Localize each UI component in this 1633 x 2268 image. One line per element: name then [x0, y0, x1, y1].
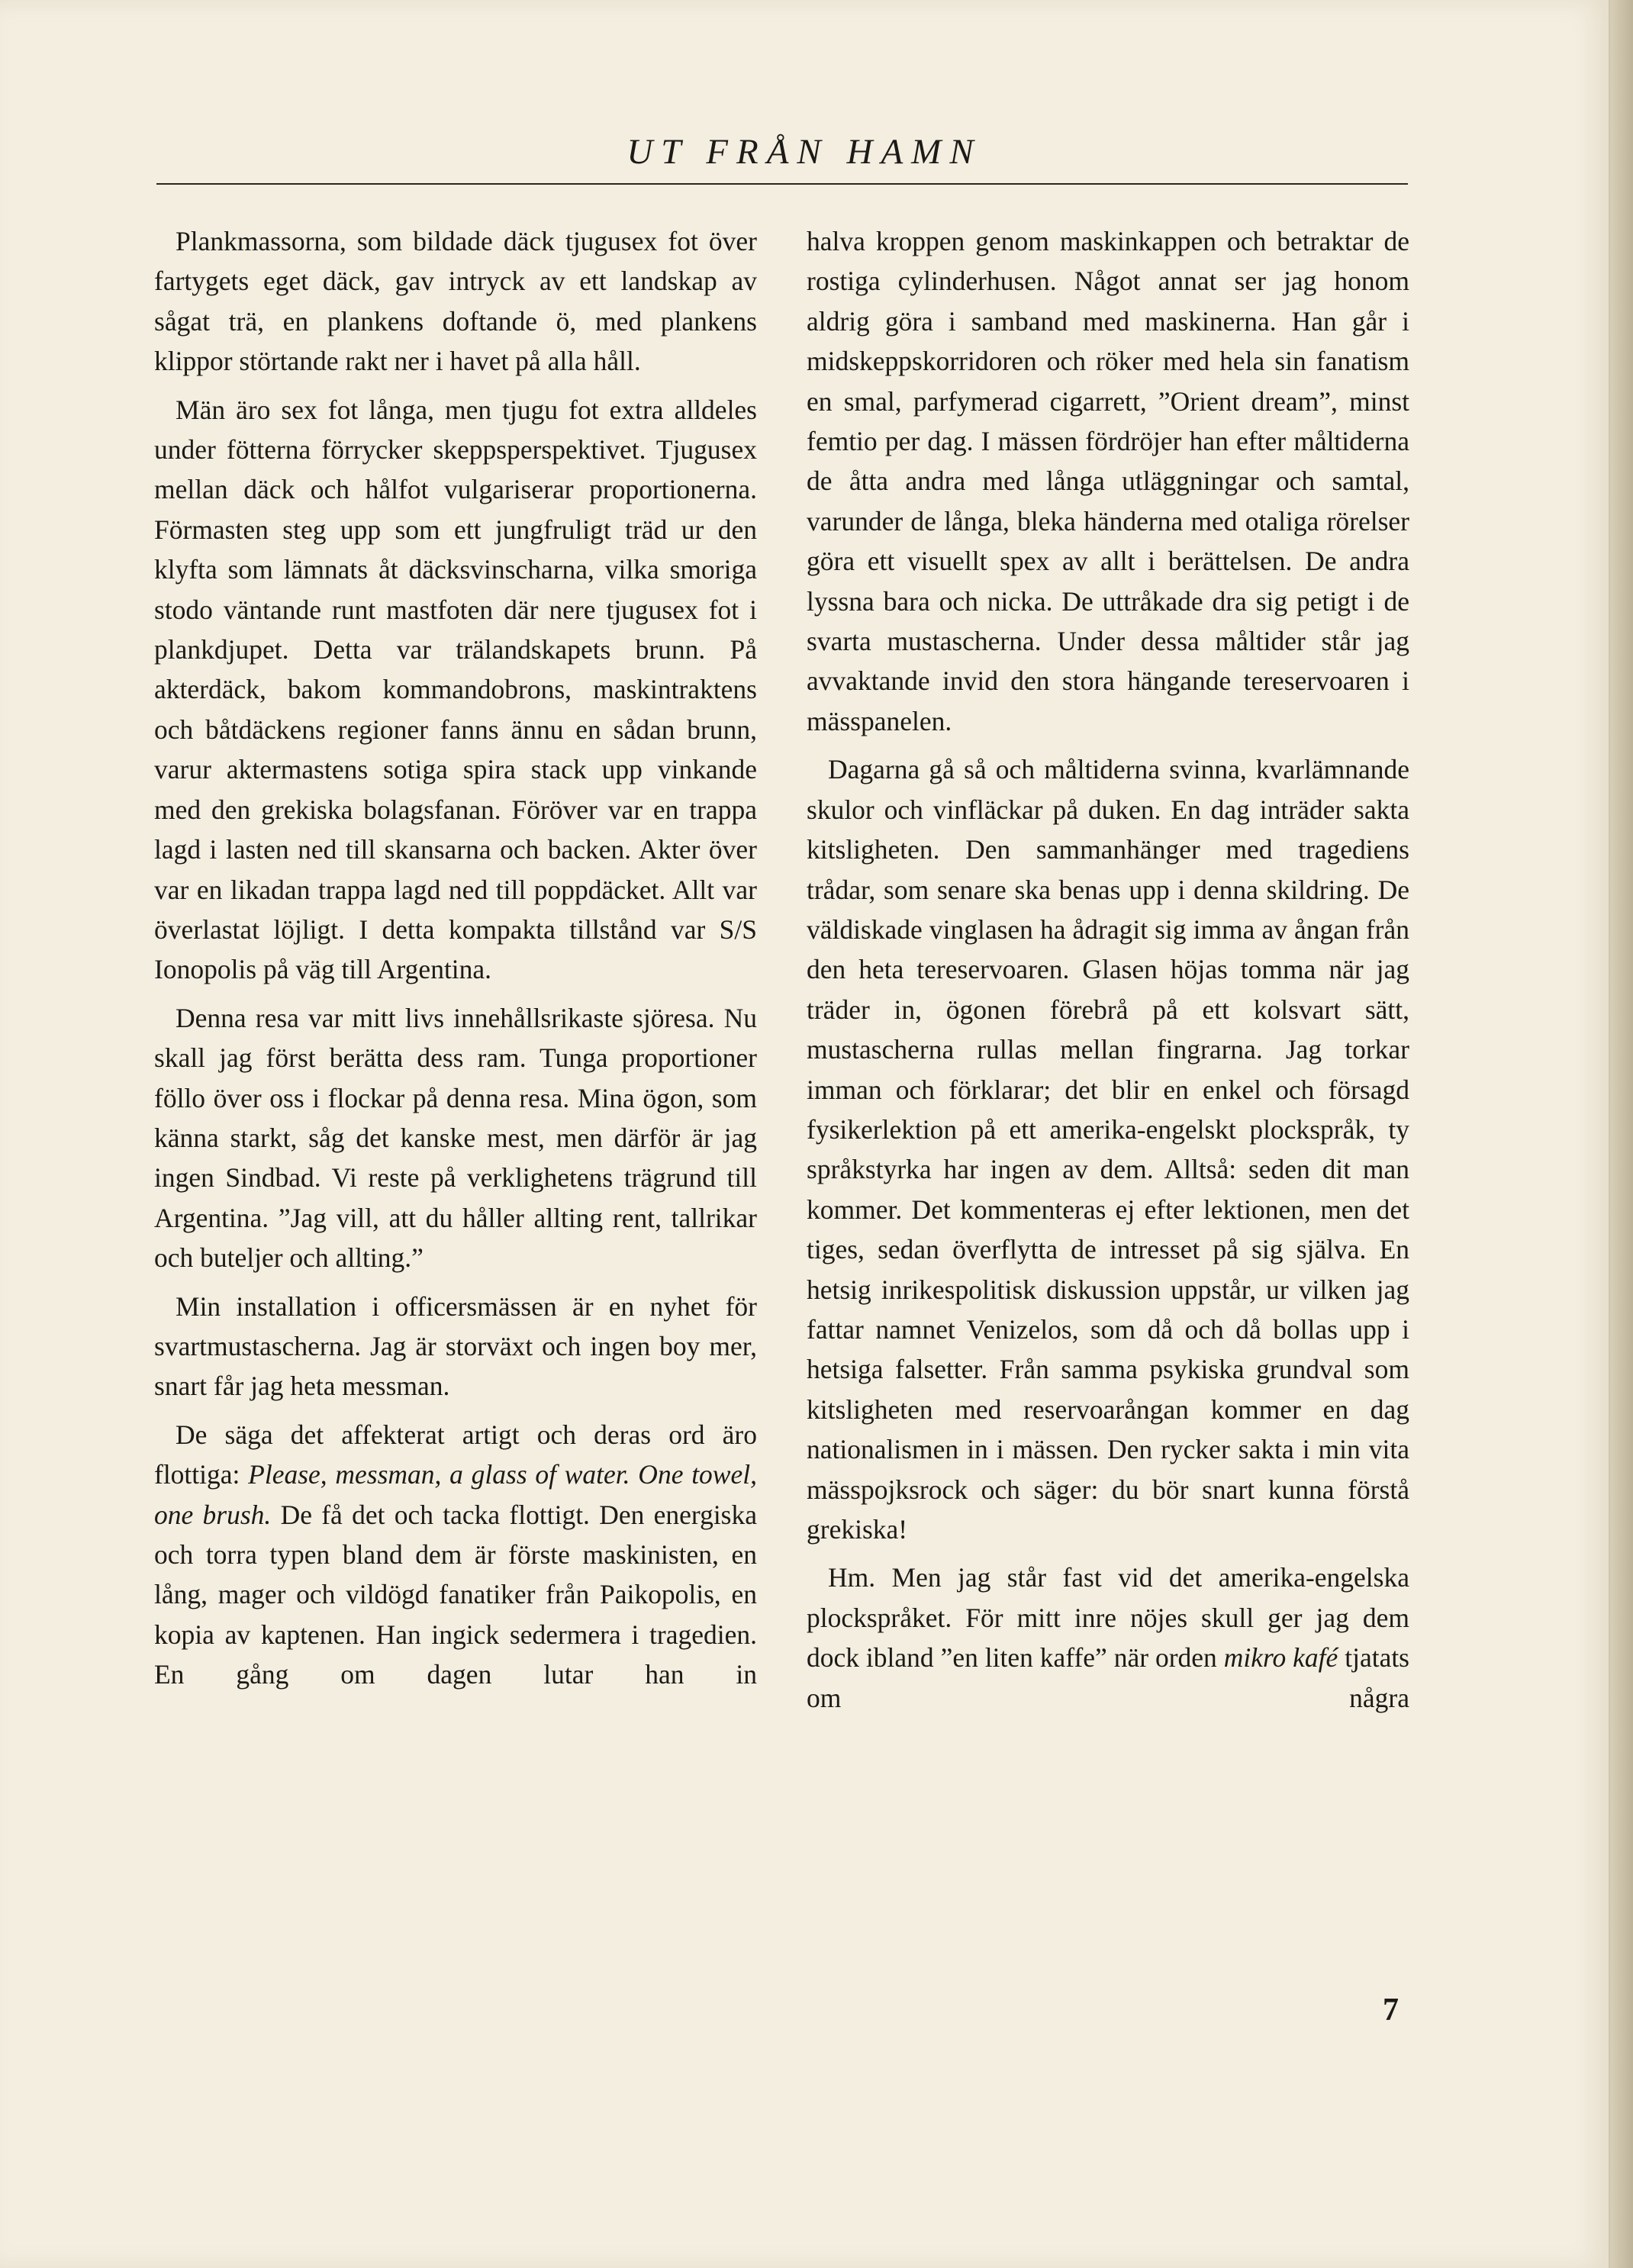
paragraph	[154, 1415, 757, 1695]
paragraph-text: De få det och tacka flottigt. Den energiska och torra typen bland dem är förste maskinisten, en lång, mager och vildögd fanatiker från Paikopolis, en kopia av kaptenen. Han ingick sedermera i tragedien. En gång om dagen lutar han in	[154, 1499, 758, 1690]
running-head: UT FRÅN HAMN	[626, 132, 982, 172]
paragraph-continued: halva kroppen genom maskinkappen och betraktar de rostiga cylinderhusen. Något annat ser jag honom aldrig göra i samband med maskinerna. Han går i midskeppskorridoren och röker med hela sin fanatism en smal, parfymerad cigarrett, ”Orient dream”, minst femtio per dag. I mässen fördröjer han efter måltiderna de åtta andra med långa utläggningar och samtal, varunder de långa, bleka händerna med otaliga rörelser göra ett visuellt spex av allt i berättelsen. De andra lyssna bara och nicka. De uttråkade dra sig petigt i de svarta mustascherna. Under dessa måltider står jag avvaktande invid den stora hängande tereservoaren i mässpanelen.	[807, 226, 1409, 736]
italic-phrase: mikro kafé	[1223, 1642, 1338, 1674]
paragraph: Dagarna gå så och måltiderna svinna, kvarlämnande skulor och vinfläckar på duken. En dag inträder sakta kitsligheten. Den sammanhänger med tragediens trådar, som senare ska benas upp i denna skildring. De väldiskade vinglasen ha ådragit sig imma av ångan från den heta tereservoaren. Glasen höjas tomma när jag träder in, ögonen förebrå på ett kolsvart sätt, mustascherna rullas mellan fingrarna. Jag torkar imman och förklarar; det blir en enkel och försagd fysikerlektion på ett amerika-engelskt plockspråk, ty språkstyrka har ingen av dem. Alltså: seden dit man kommer. Det kommenteras ej efter lektionen, men det tiges, sedan överflytta de intresset på sig själva. En hetsig inrikespolitisk diskussion uppstår, ur vilken jag fattar namnet Venizelos, som då och då bollas upp i hetsiga falsetter. Från samma psykiska grundval som kitsligheten med reservoarångan kommer en dag nationalismen in i mässen. Den rycker sakta i min vita mässpojksrock och säger: du bör snart kunna förstå grekiska!	[807, 754, 1409, 1545]
paragraph: Plankmassorna, som bildade däck tjugusex fot över fartygets eget däck, gav intryck av ett landskap av sågat trä, en plankens doftande ö, med plankens klippor störtande rakt ner i havet på alla håll.	[154, 226, 757, 377]
page-number: 7	[1383, 1993, 1399, 2028]
paragraph: Min installation i officersmässen är en nyhet för svartmustascherna. Jag är storväxt och ingen boy mer, snart får jag heta messman.	[154, 1290, 757, 1402]
paragraph-text: De säga det affekterat artigt och deras ord äro flottiga:	[154, 1419, 757, 1490]
right-column	[807, 221, 1409, 1718]
paragraph-text: Hm. Men jag står fast vid det amerika-engelska plockspråket. För mitt inre nöjes skull ger jag dem dock ibland ”en liten kaffe” när orden	[807, 1562, 1409, 1674]
italic-quote: Please, messman, a glass of water. One towel, one brush.	[154, 1459, 757, 1530]
paragraph-text: tjatats om några	[807, 1642, 1409, 1713]
header-rule	[156, 183, 1408, 185]
left-column	[154, 221, 757, 1695]
paragraph	[807, 1558, 1409, 1718]
paragraph: Denna resa var mitt livs innehållsrikaste sjöresa. Nu skall jag först berätta dess ram. Tunga proportioner föllo över oss i flockar på denna resa. Mina ögon, som känna starkt, såg det kanske mest, men därför är jag ingen Sindbad. Vi reste på verklighetens trägrund till Argentina. ”Jag vill, att du håller allting rent, tallrikar och buteljer och allting.”	[154, 1002, 757, 1274]
page-edge	[1610, 0, 1633, 2268]
paragraph: Män äro sex fot långa, men tjugu fot extra alldeles under fötterna förrycker skeppsperspektivet. Tjugusex mellan däck och hålfot vulgariserar proportionerna. Förmasten steg upp som ett jungfruligt träd ur den klyfta som lämnats åt däcksvinscharna, vilka smoriga stodo väntande runt mastfoten där nere tjugusex fot i plankdjupet. Detta var trälandskapets brunn. På akterdäck, bakom kommandobrons, maskintraktens och båtdäckens regioner fanns ännu en sådan brunn, varur aktermastens sotiga spira stack upp vinkande med den grekiska bolagsfanan. Föröver var en trappa lagd i lasten ned till skansarna och backen. Akter över var en likadan trappa lagd ned till poppdäcket. Allt var överlastat löjligt. I detta kompakta tillstånd var S/S Ionopolis på väg till Argentina.	[154, 394, 757, 985]
